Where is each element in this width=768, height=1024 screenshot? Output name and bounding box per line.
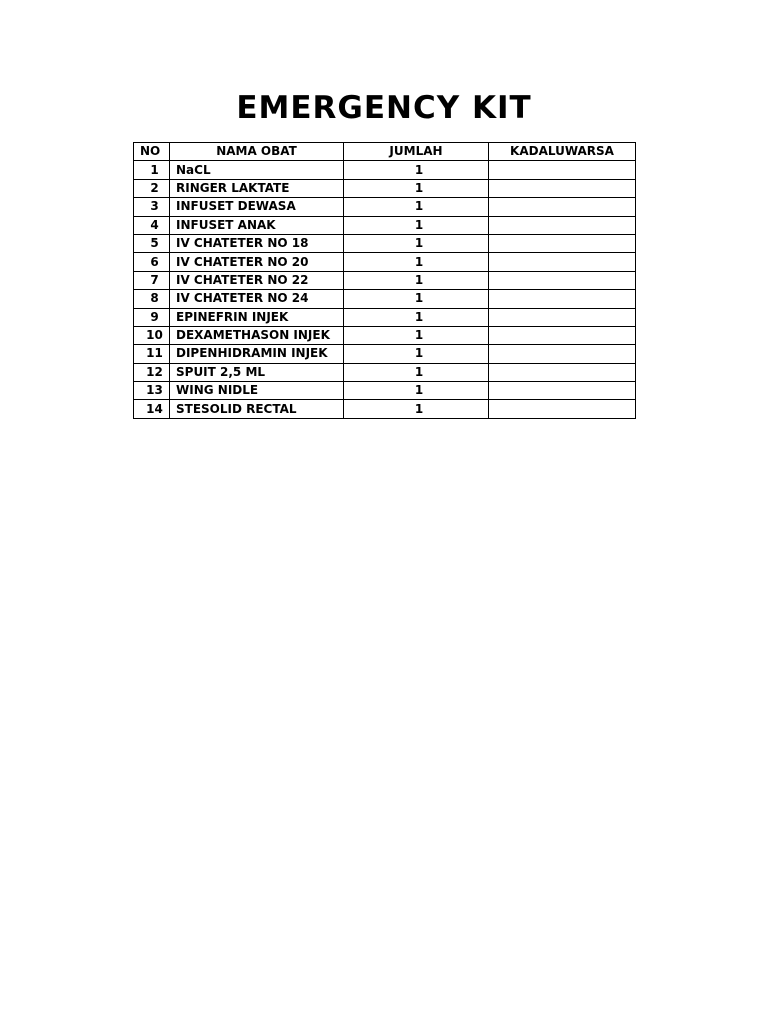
- row-no: 1: [134, 161, 170, 179]
- row-expiry: [489, 326, 636, 344]
- row-expiry: [489, 271, 636, 289]
- row-no: 5: [134, 234, 170, 252]
- row-name: STESOLID RECTAL: [170, 400, 344, 418]
- row-expiry: [489, 363, 636, 381]
- table-row: [134, 308, 636, 326]
- document-title: EMERGENCY KIT: [236, 90, 532, 126]
- row-expiry: [489, 400, 636, 418]
- row-no: 3: [134, 198, 170, 216]
- header-name: NAMA OBAT: [170, 143, 344, 161]
- table-header-row: [134, 143, 636, 161]
- row-no: 7: [134, 271, 170, 289]
- row-no: 8: [134, 290, 170, 308]
- row-name: IV CHATETER NO 24: [170, 290, 344, 308]
- table-row: [134, 290, 636, 308]
- table-row: [134, 271, 636, 289]
- row-expiry: [489, 198, 636, 216]
- emergency-kit-table: [133, 142, 636, 419]
- row-expiry: [489, 253, 636, 271]
- row-no: 10: [134, 326, 170, 344]
- row-name: NaCL: [170, 161, 344, 179]
- row-qty: 1: [344, 400, 489, 418]
- row-qty: 1: [344, 179, 489, 197]
- row-no: 9: [134, 308, 170, 326]
- row-no: 2: [134, 179, 170, 197]
- row-expiry: [489, 308, 636, 326]
- row-no: 13: [134, 382, 170, 400]
- row-no: 14: [134, 400, 170, 418]
- row-name: IV CHATETER NO 20: [170, 253, 344, 271]
- row-qty: 1: [344, 216, 489, 234]
- row-qty: 1: [344, 271, 489, 289]
- header-no: NO: [134, 143, 170, 161]
- row-name: DEXAMETHASON INJEK: [170, 326, 344, 344]
- table-row: [134, 161, 636, 179]
- table-row: [134, 234, 636, 252]
- row-name: RINGER LAKTATE: [170, 179, 344, 197]
- row-expiry: [489, 179, 636, 197]
- table-row: [134, 253, 636, 271]
- row-name: INFUSET ANAK: [170, 216, 344, 234]
- table-row: [134, 216, 636, 234]
- row-qty: 1: [344, 363, 489, 381]
- row-qty: 1: [344, 198, 489, 216]
- row-name: IV CHATETER NO 22: [170, 271, 344, 289]
- row-no: 12: [134, 363, 170, 381]
- row-name: WING NIDLE: [170, 382, 344, 400]
- row-expiry: [489, 216, 636, 234]
- table-row: [134, 179, 636, 197]
- table-row: [134, 345, 636, 363]
- row-no: 4: [134, 216, 170, 234]
- row-no: 6: [134, 253, 170, 271]
- row-name: INFUSET DEWASA: [170, 198, 344, 216]
- row-name: SPUIT 2,5 ML: [170, 363, 344, 381]
- header-expiry: KADALUWARSA: [489, 143, 636, 161]
- row-no: 11: [134, 345, 170, 363]
- row-qty: 1: [344, 253, 489, 271]
- row-expiry: [489, 161, 636, 179]
- row-expiry: [489, 382, 636, 400]
- row-name: DIPENHIDRAMIN INJEK: [170, 345, 344, 363]
- table-row: [134, 326, 636, 344]
- row-name: EPINEFRIN INJEK: [170, 308, 344, 326]
- row-qty: 1: [344, 345, 489, 363]
- row-qty: 1: [344, 290, 489, 308]
- row-qty: 1: [344, 234, 489, 252]
- table-row: [134, 400, 636, 418]
- row-expiry: [489, 290, 636, 308]
- row-expiry: [489, 234, 636, 252]
- table-row: [134, 382, 636, 400]
- row-name: IV CHATETER NO 18: [170, 234, 344, 252]
- table-row: [134, 198, 636, 216]
- row-qty: 1: [344, 382, 489, 400]
- row-qty: 1: [344, 308, 489, 326]
- row-expiry: [489, 345, 636, 363]
- row-qty: 1: [344, 326, 489, 344]
- header-qty: JUMLAH: [344, 143, 489, 161]
- row-qty: 1: [344, 161, 489, 179]
- table-row: [134, 363, 636, 381]
